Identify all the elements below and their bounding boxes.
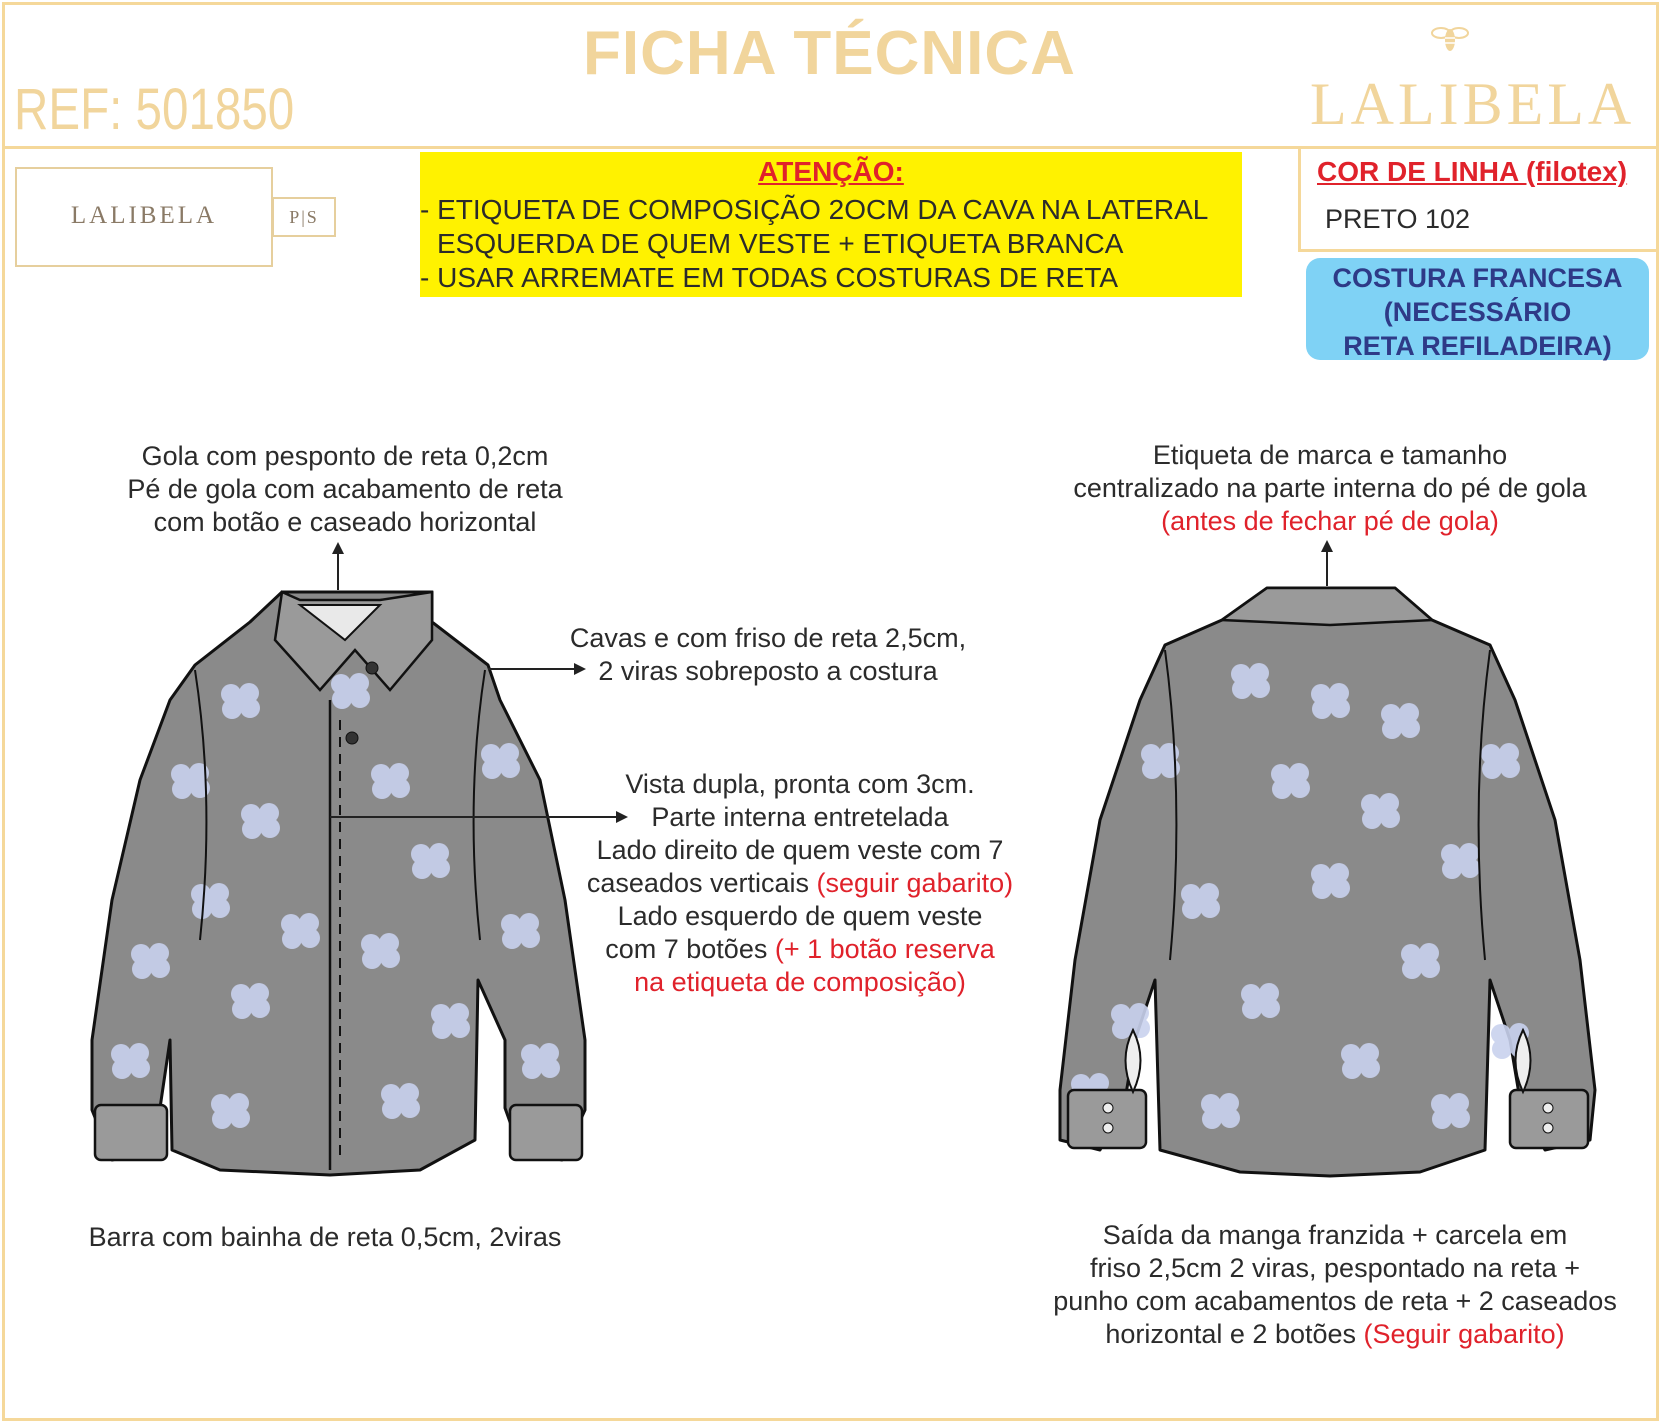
- placket-note-line-7: na etiqueta de composição): [634, 967, 966, 997]
- seam-note-line-1: COSTURA FRANCESA: [1332, 263, 1623, 293]
- brand-wordmark: LALIBELA: [1310, 71, 1636, 137]
- collar-note-line-2: Pé de gola com acabamento de reta: [127, 474, 563, 504]
- collar-note-line-3: com botão e caseado horizontal: [153, 507, 537, 537]
- sleeve-note-line-3: punho com acabamentos de reta + 2 caseados: [1053, 1286, 1617, 1316]
- armhole-note-line-1: Cavas e com friso de reta 2,5cm,: [569, 623, 967, 653]
- attention-line-1: - ETIQUETA DE COMPOSIÇÃO 2OCM DA CAVA NA LATERAL: [420, 194, 1209, 225]
- sleeve-note-line-4: horizontal e 2 botões (Seguir gabarito): [1105, 1319, 1565, 1349]
- sleeve-note-line-2: friso 2,5cm 2 viras, pespontado na reta +: [1089, 1253, 1581, 1283]
- placket-note-line-4: caseados verticais (seguir gabarito): [586, 868, 1014, 898]
- front-shirt-drawing: [92, 592, 585, 1175]
- placket-note-line-1: Vista dupla, pronta com 3cm.: [625, 769, 975, 799]
- reference-code: REF: 501850: [14, 77, 295, 142]
- attention-line-3: - USAR ARREMATE EM TODAS COSTURAS DE RETA: [420, 262, 1119, 293]
- thread-color-title: COR DE LINHA (filotex): [1317, 156, 1628, 187]
- sleeve-note-line-1: Saída da manga franzida + carcela em: [1102, 1220, 1568, 1250]
- size-label: P|S: [272, 197, 336, 237]
- attention-title: ATENÇÃO:: [758, 156, 904, 187]
- armhole-note-line-2: 2 viras sobreposto a costura: [598, 656, 938, 686]
- page-title: FICHA TÉCNICA: [583, 19, 1076, 88]
- label-note-line-1: Etiqueta de marca e tamanho: [1152, 440, 1508, 470]
- placket-note-line-2: Parte interna entretelada: [651, 802, 949, 832]
- label-note-line-2: centralizado na parte interna do pé de gola: [1073, 473, 1587, 503]
- hem-note: Barra com bainha de reta 0,5cm, 2viras: [88, 1222, 562, 1252]
- back-shirt-drawing: [1060, 588, 1595, 1176]
- collar-note-line-1: Gola com pesponto de reta 0,2cm: [141, 441, 549, 471]
- label-note-line-3: (antes de fechar pé de gola): [1161, 506, 1499, 536]
- seam-note-line-3: RETA REFILADEIRA): [1343, 331, 1612, 361]
- thread-color-value: PRETO 102: [1325, 204, 1471, 234]
- placket-note-line-5: Lado esquerdo de quem veste: [617, 901, 983, 931]
- attention-line-2: ESQUERDA DE QUEM VESTE + ETIQUETA BRANCA: [437, 228, 1124, 259]
- placket-note-line-3: Lado direito de quem veste com 7: [596, 835, 1004, 865]
- logo-text: LALIBELA: [70, 202, 218, 229]
- placket-note-line-6: com 7 botões (+ 1 botão reserva: [605, 934, 995, 964]
- seam-note-line-2: (NECESSÁRIO: [1383, 297, 1572, 327]
